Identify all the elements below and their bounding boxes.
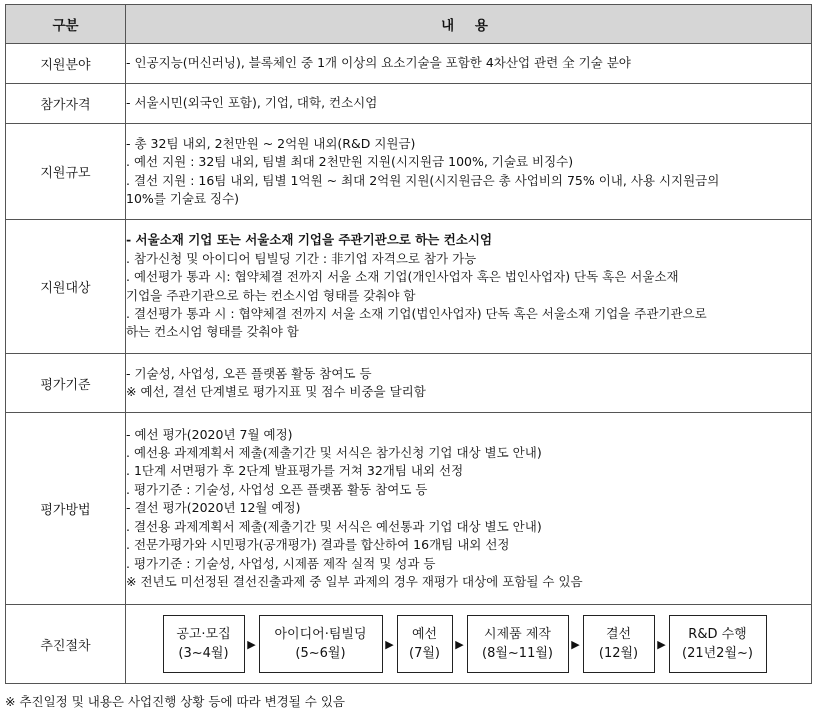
content-line: 기업을 주관기관으로 하는 컨소시엄 형태를 갖춰야 함 <box>126 287 416 303</box>
row-label: 지원규모 <box>6 124 126 220</box>
process-step-preliminary <box>397 615 453 673</box>
content-line: - 결선 평가(2020년 12월 예정) <box>126 500 301 516</box>
row-support-scale <box>6 124 812 220</box>
content-line: 하는 컨소시엄 형태를 갖춰야 함 <box>126 324 299 340</box>
footnote: ※ 추진일정 및 내용은 사업진행 상황 등에 따라 변경될 수 있음 <box>5 694 346 709</box>
row-label: 지원대상 <box>6 220 126 354</box>
process-step-final <box>583 615 655 673</box>
triangle-right-icon: ▶ <box>455 637 464 651</box>
step-title: 결선 <box>605 627 632 642</box>
content-line: . 전문가평가와 시민평가(공개평가) 결과를 합산하여 16개팀 내외 선정 <box>126 537 510 553</box>
row-label: 참가자격 <box>6 84 126 124</box>
step-period: (5~6월) <box>295 646 346 661</box>
process-step-recruit <box>163 615 245 673</box>
content-line: - 인공지능(머신러닝), 블록체인 중 1개 이상의 요소기술을 포함한 4차산업 관련 全 기술 분야 <box>126 55 631 71</box>
content-line: - 총 32팀 내외, 2천만원 ~ 2억원 내외(R&D 지원금) <box>126 135 416 151</box>
row-content <box>126 44 812 84</box>
content-line: . 1단계 서면평가 후 2단계 발표평가를 거쳐 32개팀 내외 선정 <box>126 463 464 479</box>
triangle-right-icon: ▶ <box>247 637 256 651</box>
header-category: 구분 <box>6 5 126 44</box>
row-label: 평가방법 <box>6 413 126 605</box>
row-label: 추진절차 <box>6 605 126 684</box>
content-line: . 결선용 과제계획서 제출(제출기간 및 서식은 예선통과 기업 대상 별도 안내) <box>126 518 542 534</box>
row-target <box>6 220 812 354</box>
step-period: (12월) <box>598 646 639 661</box>
row-criteria <box>6 354 812 413</box>
row-label: 평가기준 <box>6 354 126 413</box>
content-line: - 예선 평가(2020년 7월 예정) <box>126 426 293 442</box>
process-step-prototype <box>467 615 569 673</box>
content-line: - 서울시민(외국인 포함), 기업, 대학, 컨소시엄 <box>126 95 378 111</box>
triangle-right-icon: ▶ <box>385 637 394 651</box>
content-line: . 예선평가 통과 시: 협약체결 전까지 서울 소재 기업(개인사업자 혹은 법인사업자) 단독 혹은 서울소재 <box>126 269 679 285</box>
content-line: . 평가기준 : 기술성, 사업성, 시제품 제작 실적 및 성과 등 <box>126 555 436 571</box>
step-period: (21년2월~) <box>682 646 753 661</box>
step-title: 아이디어·팀빌딩 <box>274 627 367 642</box>
step-title: 시제품 제작 <box>484 627 551 642</box>
process-step-teambuilding <box>259 615 383 673</box>
row-content <box>126 84 812 124</box>
content-line: . 예선용 과제계획서 제출(제출기간 및 서식은 참가신청 기업 대상 별도 안내) <box>126 445 542 461</box>
content-line: . 참가신청 및 아이디어 팀빌딩 기간 : 非기업 자격으로 참가 가능 <box>126 250 477 266</box>
triangle-right-icon: ▶ <box>657 637 666 651</box>
row-label: 지원분야 <box>6 44 126 84</box>
content-line: - 기술성, 사업성, 오픈 플랫폼 활동 참여도 등 <box>126 365 372 381</box>
row-eligibility <box>6 84 812 124</box>
step-period: (3~4월) <box>178 646 229 661</box>
step-title: 공고·모집 <box>176 627 231 642</box>
content-line: ※ 전년도 미선정된 결선진출과제 중 일부 과제의 경우 재평가 대상에 포함될 수 있음 <box>126 573 583 589</box>
process-flow <box>126 605 812 684</box>
step-period: (7월) <box>409 646 440 661</box>
step-title: R&D 수행 <box>688 627 747 642</box>
row-process <box>6 605 812 684</box>
row-content <box>126 124 812 220</box>
content-line: 10%를 기술료 징수) <box>126 190 240 206</box>
content-line: . 평가기준 : 기술성, 사업성 오픈 플랫폼 활동 참여도 등 <box>126 481 428 497</box>
content-line: . 결선평가 통과 시 : 협약체결 전까지 서울 소재 기업(법인사업자) 단독 혹은 서울소재 기업을 주관기관으로 <box>126 305 707 321</box>
row-support-field <box>6 44 812 84</box>
process-step-rnd <box>669 615 767 673</box>
program-table <box>5 4 812 684</box>
row-content <box>126 354 812 413</box>
content-line: . 예선 지원 : 32팀 내외, 팀별 최대 2천만원 지원(시지원금 100%, 기술료 비징수) <box>126 154 574 170</box>
table-header-row <box>6 5 812 44</box>
triangle-right-icon: ▶ <box>571 637 580 651</box>
row-content <box>126 413 812 605</box>
row-content <box>126 220 812 354</box>
row-method <box>6 413 812 605</box>
header-content: 내 용 <box>126 5 812 44</box>
step-title: 예선 <box>411 627 438 642</box>
content-line: ※ 예선, 결선 단계별로 평가지표 및 점수 비중을 달리함 <box>126 384 426 399</box>
step-period: (8월~11월) <box>482 646 553 661</box>
content-line-emphasis: - 서울소재 기업 또는 서울소재 기업을 주관기관으로 하는 컨소시엄 <box>126 232 493 248</box>
content-line: . 결선 지원 : 16팀 내외, 팀별 1억원 ~ 최대 2억원 지원(시지원금은 총 사업비의 75% 이내, 사용 시지원금의 <box>126 172 720 188</box>
